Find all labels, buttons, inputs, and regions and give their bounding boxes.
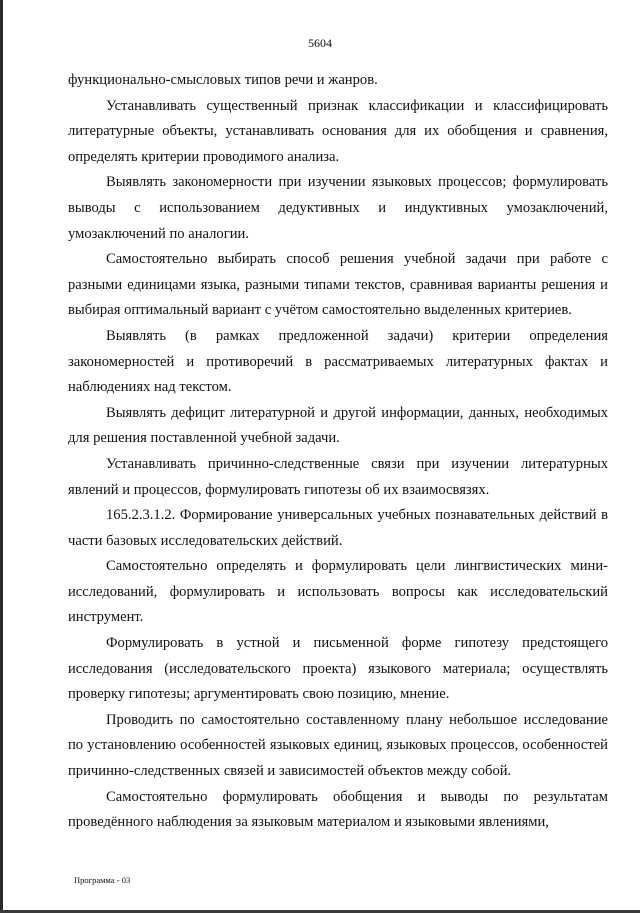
paragraph: Выявлять закономерности при изучении языковых процессов; формулировать выводы с использованием дедуктивных и индуктивных умозаключений, умозаключений по аналогии. [68,174,608,242]
section-paragraph: 165.2.3.1.2. Формирование универсальных учебных познавательных действий в части базовых исследовательских действий. [68,507,608,549]
paragraph: Самостоятельно выбирать способ решения учебной задачи при работе с разными единицами языка, разными типами текстов, сравнивая варианты решения и выбирая оптимальный вариант с учётом самостоятельно выделенных критериев. [68,251,608,319]
paragraph: Формулировать в устной и письменной форме гипотезу предстоящего исследования (исследовательского проекта) языкового материала; осуществлять проверку гипотезы; аргументировать свою позицию, мнение. [68,635,608,703]
paragraph: функционально-смысловых типов речи и жанров. [68,72,378,88]
page-number: 5604 [308,36,332,50]
paragraph: Проводить по самостоятельно составленному плану небольшое исследование по установлению особенностей языковых единиц, языковых процессов, особенностей причинно-следственных связей и зависимостей объектов между собой. [68,711,608,780]
paragraph: Выявлять (в рамках предложенной задачи) критерии определения закономерностей и противоречий в рассматриваемых литературных фактах и наблюдениях над текстом. [68,327,608,396]
paragraph: Самостоятельно формулировать обобщения и выводы по результатам проведённого наблюдения за языковым материалом и языковыми явлениями, [68,788,608,831]
body-text [68,68,608,836]
paragraph: Самостоятельно определять и формулировать цели лингвистических мини-исследований, формулировать и использовать вопросы как исследовательский инструмент. [68,558,608,626]
paragraph: Выявлять дефицит литературной и другой информации, данных, необходимых для решения поставленной учебной задачи. [68,404,608,447]
footer-label: Программа - 03 [74,875,131,885]
paragraph: Устанавливать причинно-следственные связи при изучении литературных явлений и процессов, формулировать гипотезы об их взаимосвязях. [68,455,608,498]
scan-left-edge [0,0,3,913]
paragraph: Устанавливать существенный признак классификации и классифицировать литературные объекты, устанавливать основания для их обобщения и сравнения, определять критерии проводимого анализа. [68,97,608,165]
